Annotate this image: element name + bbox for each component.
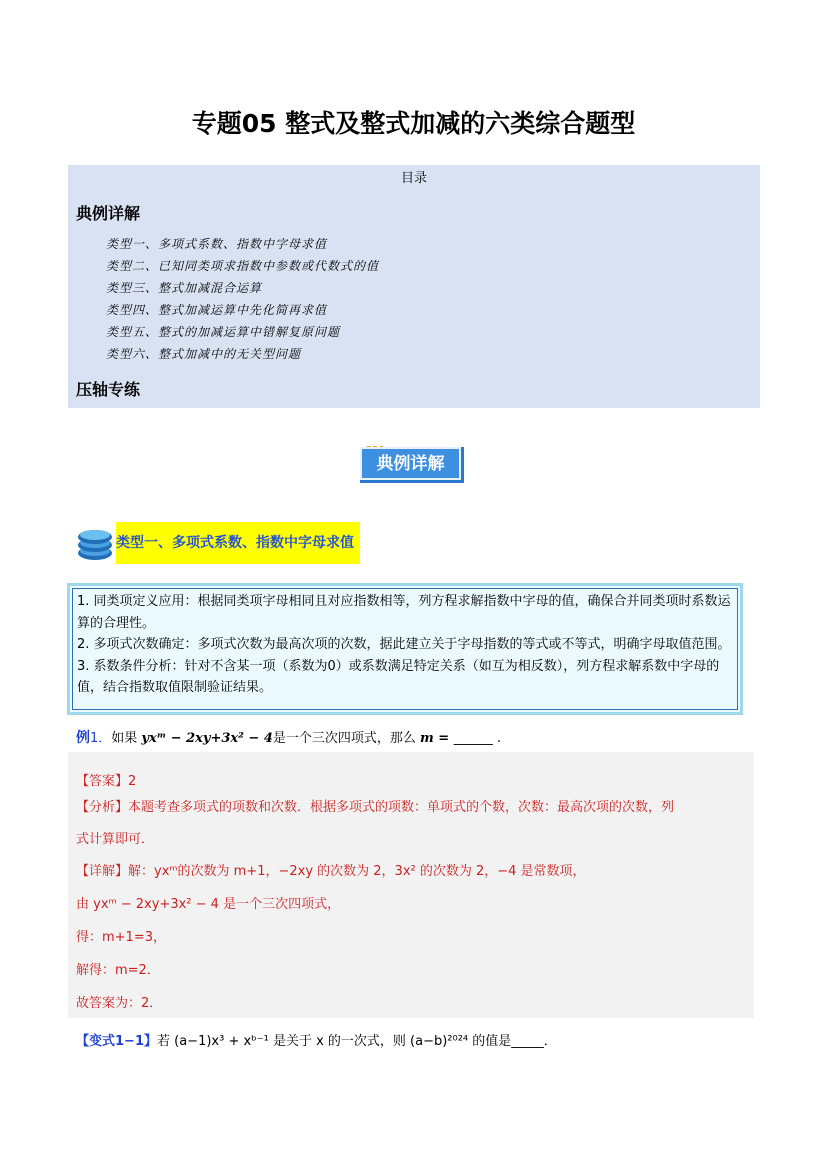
answer-label: 【答案】 — [76, 774, 129, 789]
answer-line — [76, 770, 136, 789]
detail-text-2: 由 yxᵐ − 2xy+3x² − 4 是一个三次四项式， — [76, 897, 341, 912]
toc-items — [106, 233, 379, 365]
knowledge-point-1: 1. 同类项定义应用：根据同类项字母相同且对应指数相等，列方程求解指数中字母的值，确保合并同类项时系数运算的合理性。 — [77, 594, 731, 631]
detail-line-1 — [76, 860, 586, 879]
example-tag: 例 — [76, 730, 90, 746]
section-banner — [360, 443, 466, 485]
analysis-line — [76, 792, 674, 824]
variant-1-1 — [76, 1030, 557, 1049]
example-mid: 是一个三次四项式，那么 — [272, 731, 421, 746]
knowledge-box — [67, 583, 743, 715]
detail-text-4: 解得：m=2． — [76, 963, 160, 978]
toc-section-practice[interactable]: 压轴专练 — [76, 380, 141, 399]
variant-close: 】 — [144, 1034, 158, 1049]
detail-text-5: 故答案为：2． — [76, 996, 163, 1011]
knowledge-point-2: 2. 多项式次数确定：多项式次数为最高次项的次数，据此建立关于字母指数的等式或不等式，明确字母取值范围。 — [77, 637, 731, 652]
analysis-label: 【分析】 — [76, 800, 129, 815]
banner-label: 典例详解 — [362, 449, 459, 478]
banner-box — [360, 447, 464, 483]
variant-number: 1−1 — [115, 1034, 144, 1049]
variant-text: 若 (a−1)x³ + xᵇ⁻¹ 是关于 x 的一次式，则 (a−b)²⁰²⁴ 的值是 — [157, 1034, 512, 1049]
example-pre: 如果 — [111, 731, 142, 746]
example-end: . — [492, 731, 501, 746]
variant-blank[interactable]: _____ — [511, 1034, 544, 1049]
example-eq: = — [433, 731, 454, 746]
toc-item-type3[interactable]: 类型三、整式加减混合运算 — [106, 281, 263, 295]
stack-books-icon — [76, 525, 114, 563]
page-title: 专题05 整式及整式加减的六类综合题型 — [191, 109, 636, 138]
detail-text-1: 解：yxᵐ的次数为 m+1，−2xy 的次数为 2，3x² 的次数为 2，−4 是常数项， — [128, 864, 586, 879]
example-var: m — [420, 731, 434, 746]
toc-item-type2[interactable]: 类型二、已知同类项求指数中参数或代数式的值 — [106, 259, 380, 273]
answer-box — [68, 752, 754, 1018]
knowledge-point-3: 3. 系数条件分析：针对不含某一项（系数为0）或系数满足特定关系（如互为相反数），列方程求解系数中字母的值，结合指数取值限制验证结果。 — [77, 658, 720, 695]
example-expression: yxᵐ − 2xy+3x² − 4 — [141, 731, 273, 746]
toc-header: 目录 — [400, 171, 427, 186]
detail-text-3: 得：m+1=3， — [76, 930, 166, 945]
toc-item-type6[interactable]: 类型六、整式加减中的无关型问题 — [106, 347, 302, 361]
variant-tag: 【变式 — [76, 1034, 116, 1049]
type1-label: 类型一、多项式系数、指数中字母求值 — [116, 522, 360, 564]
analysis-text-2: 式计算即可． — [76, 832, 155, 847]
variant-end: ． — [543, 1034, 557, 1049]
example-number: 1． — [90, 731, 112, 746]
toc-item-type4[interactable]: 类型四、整式加减运算中先化简再求值 — [106, 303, 328, 317]
table-of-contents — [68, 165, 760, 408]
example-blank[interactable]: ______ — [453, 731, 493, 746]
analysis-text-1: 本题考查多项式的项数和次数．根据多项式的项数：单项式的个数，次数：最高次项的次数，列 — [128, 800, 675, 815]
answer-value: 2 — [128, 774, 137, 789]
detail-label: 【详解】 — [76, 864, 129, 879]
toc-section-examples[interactable]: 典例详解 — [76, 204, 141, 223]
toc-item-type1[interactable]: 类型一、多项式系数、指数中字母求值 — [106, 237, 328, 251]
toc-item-type5[interactable]: 类型五、整式的加减运算中错解复原问题 — [106, 325, 341, 339]
example-1 — [76, 727, 501, 747]
